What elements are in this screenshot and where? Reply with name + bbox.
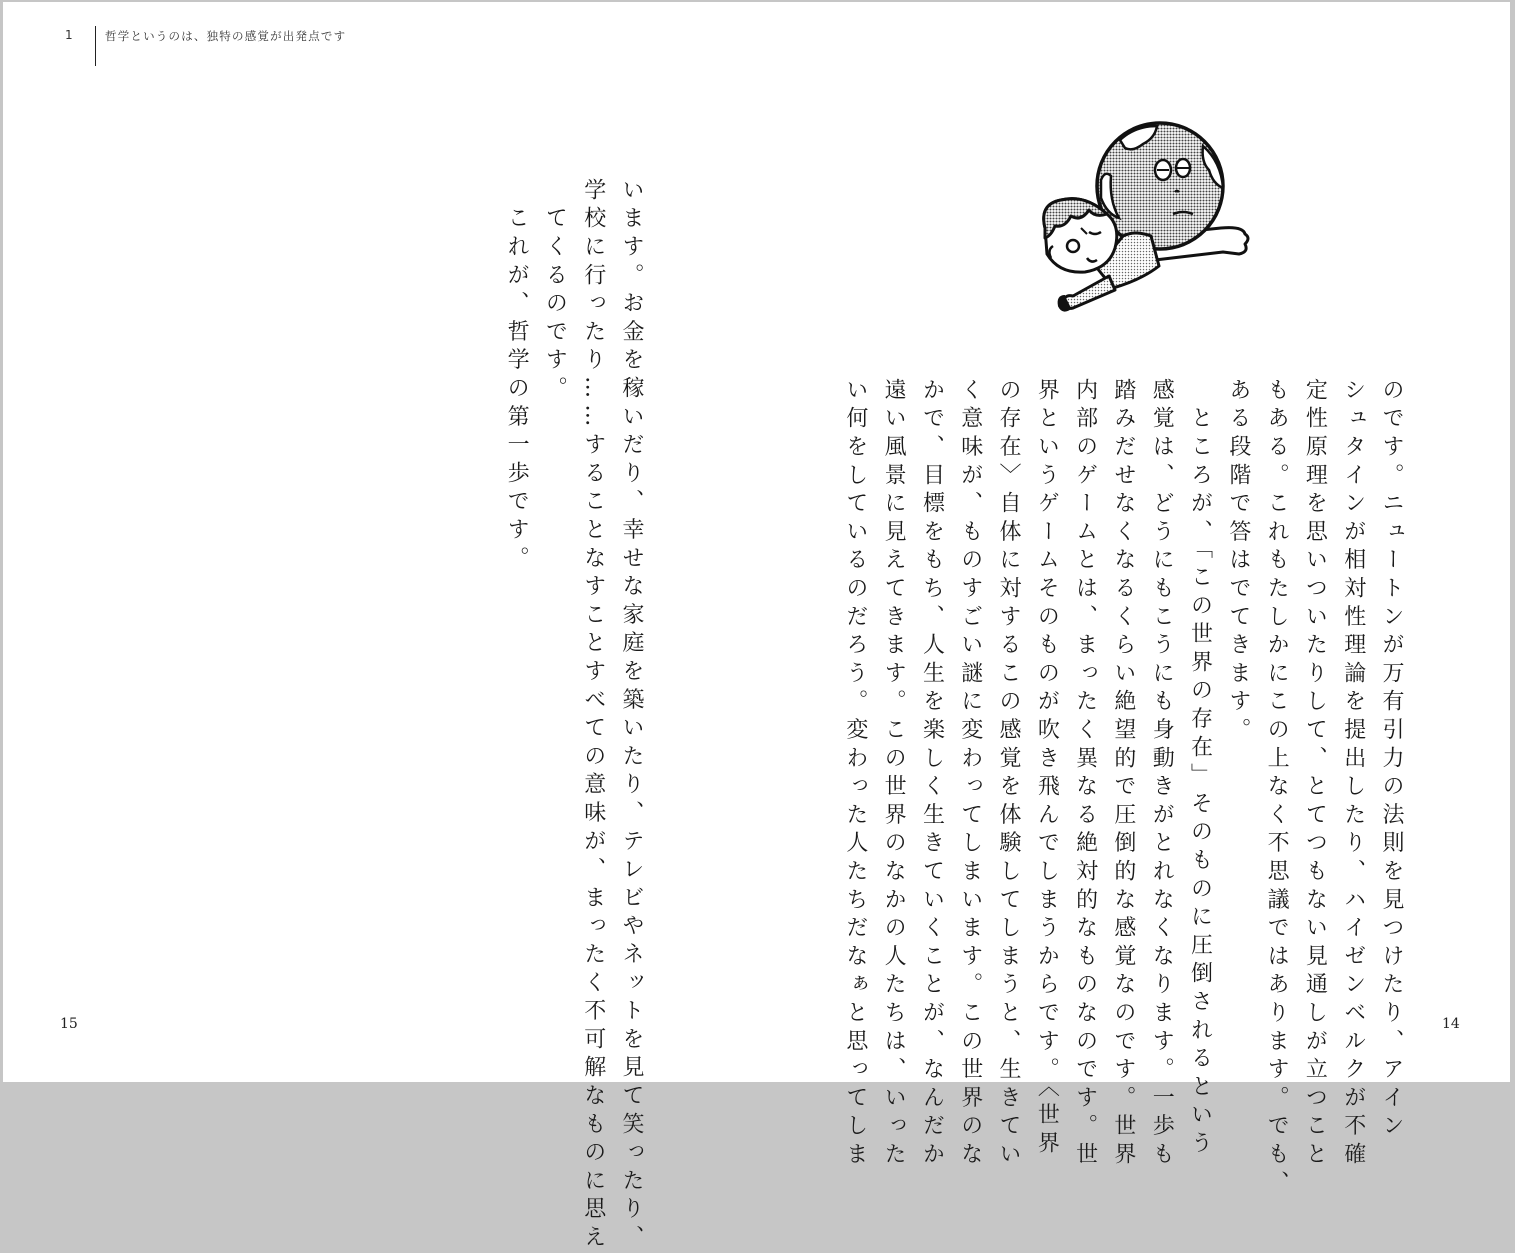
text-line: これが、哲学の第一歩です。	[504, 178, 530, 575]
text-line: く意味が、ものすごい謎に変わってしまいます。この世界のな	[957, 378, 983, 1171]
text-line: います。お金を稼いだり、幸せな家庭を築いたり、テレビやネットを見て笑ったり、	[619, 178, 644, 1253]
text-line: のです。ニュートンが万有引力の法則を見つけたり、アイン	[1379, 378, 1404, 1143]
text-line: もある。これもたしかにこの上なく不思議ではあります。でも、	[1264, 378, 1290, 1199]
text-line: 界というゲームそのものが吹き飛んでしまうからです。〈世界	[1034, 378, 1060, 1160]
text-line: てくるのです。	[542, 178, 568, 405]
text-line: シュタインが相対性理論を提出したり、ハイゼンベルクが不確	[1340, 378, 1366, 1171]
page-number-right: 14	[1442, 1016, 1460, 1032]
text-line: の存在〉自体に対するこの感覚を体験してしまうと、生きてい	[996, 378, 1022, 1171]
text-line: ある段階で答はでてきます。	[1225, 378, 1251, 746]
running-head-rule	[95, 26, 96, 66]
book-spread	[3, 2, 1510, 1253]
chapter-number: 1	[65, 28, 73, 42]
text-line: 内部のゲームとは、まったく異なる絶対的なものなのです。世	[1072, 378, 1098, 1171]
text-line: 定性原理を思いついたりして、とてつもない見通しが立つこと	[1302, 378, 1328, 1171]
page-15-body-text	[497, 178, 650, 1253]
page-number-left: 15	[60, 1016, 78, 1032]
text-line: 学校に行ったり……することなすことすべての意味が、まったく不可解なものに思え	[580, 178, 606, 1253]
text-line: 遠い風景に見えてきます。この世界のなかの人たちは、いった	[881, 378, 907, 1171]
text-line: 感覚は、どうにもこうにも身動きがとれなくなります。一歩も	[1149, 378, 1175, 1171]
text-line: 踏みだせなくなるくらい絶望的で圧倒的な感覚なのです。世界	[1110, 378, 1136, 1171]
globe-boy-icon	[1025, 118, 1259, 318]
text-line: い何をしているのだろう。変わった人たちだなぁと思ってしま	[842, 378, 868, 1171]
chapter-title: 哲学というのは、独特の感覚が出発点です	[105, 29, 347, 43]
text-line: ところが、「この世界の存在」そのものに圧倒されるという	[1187, 378, 1213, 1160]
text-line: かで、目標をもち、人生を楽しく生きていくことが、なんだか	[919, 378, 945, 1171]
page-14-body-text	[836, 378, 1410, 1199]
globe-illustration	[1025, 118, 1259, 318]
